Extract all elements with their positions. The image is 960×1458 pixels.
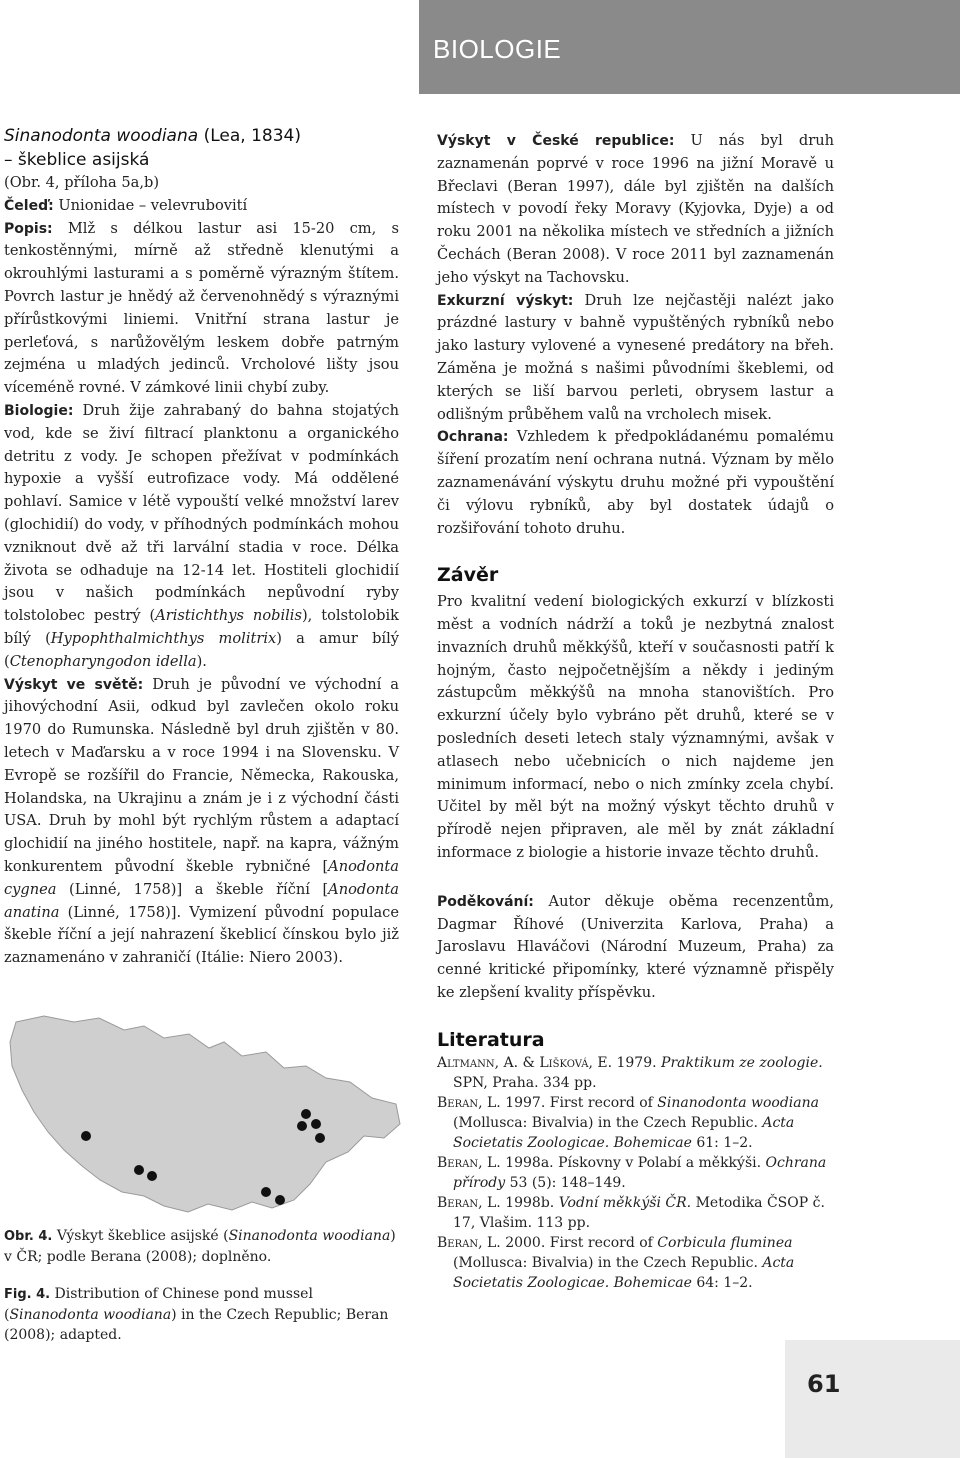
section-header: [419, 0, 960, 94]
caption-en-latin: Sinanodonta woodiana: [9, 1307, 172, 1323]
reference-list: [437, 1053, 834, 1293]
world-label: Výskyt ve světě:: [4, 676, 144, 693]
description-paragraph: [4, 218, 399, 400]
reference-item: [437, 1093, 834, 1153]
ref-authors: Altmann, A. & Lišková, E.: [437, 1055, 613, 1072]
ref-text: (Mollusca: Bivalvia) in the Czech Republic.: [453, 1115, 763, 1132]
caption-cz-text-1: Výskyt škeblice asijské (: [52, 1228, 229, 1244]
world-latin-2: Anodonta anatina: [4, 880, 399, 921]
figure-ref-text: (Obr. 4, příloha 5a,b): [4, 174, 160, 191]
czech-republic-outline: [10, 1016, 400, 1212]
caption-cz-text-2: ) v ČR; podle Berana (2008); doplněno.: [4, 1228, 396, 1265]
left-column: [4, 124, 399, 970]
cr-text: U nás byl druh zaznamenán poprvé v roce 1996 na jižní Moravě u Břeclavi (Beran 1997), dále byl zjištěn na dalších místech v povodí řeky Moravy (Kyjovka, Dyje) a od roku 2001 na několika místech ve středních a jižních Čechách (Beran 2008). V roce 2011 byl zaznamenán jeho výskyt na Tachovsku.: [437, 132, 834, 286]
ref-rest: 53 (5): 148–149.: [505, 1175, 626, 1192]
family-label: Čeleď:: [4, 197, 54, 214]
world-paragraph: [4, 674, 399, 970]
figure-ref: [4, 172, 399, 195]
acknowledgement-paragraph: [437, 891, 834, 1005]
biology-text-1: Druh žije zahrabaný do bahna stojatých vod, kde se živí filtrací planktonu a organického detritu z vody. Je schopen přežívat v podmínkách hypoxie a vyšší eutrofizace vody. Má oddělené pohlaví. Samice v létě vypouští velké množství larev (glochidií) do vody, v příhodných podmínkách mohou vzniknout dvě až tři larvální stadia v roce. Délka života se odhaduje na 12-14 let. Hostiteli glochidií jsou v našich podmínkách nepůvodní ryby tolstolobec pestrý (: [4, 401, 399, 625]
species-czech: – škeblice asijská: [4, 150, 150, 170]
ref-text: Pískovny v Polabí a měkkýši.: [558, 1155, 766, 1172]
ref-journal: Acta Societatis Zoologicae. Bohemicae: [453, 1255, 795, 1292]
ref-latin: Corbicula fluminea: [657, 1235, 793, 1252]
ref-rest: 64: 1–2.: [691, 1275, 753, 1292]
acknowledgement-text: Autor děkuje oběma recenzentům, Dagmar Říhové (Univerzita Karlova, Praha) a Jaroslavu Hlaváčovi (Národní Muzeum, Praha) za cenné kritické připomínky, které významně přispěly ke zlepšení kvality příspěvku.: [437, 892, 834, 1001]
literature-heading: Literatura: [437, 1028, 545, 1051]
reference-item: [437, 1053, 834, 1093]
caption-en-text-1: Distribution of Chinese pond mussel (: [4, 1286, 313, 1323]
species-authority: (Lea, 1834): [198, 126, 301, 146]
ref-year: 2000.: [500, 1235, 550, 1252]
ref-text: First record of: [549, 1235, 658, 1252]
page-number-box: [785, 1340, 960, 1458]
right-column: [437, 130, 834, 1293]
ref-rest: Metodika ČSOP č. 17, Vlašim. 113 pp.: [453, 1195, 825, 1232]
excursion-paragraph: [437, 290, 834, 427]
world-text-2: (Linné, 1758)] a škeble říční [: [56, 880, 329, 898]
protection-paragraph: [437, 426, 834, 540]
protection-text: Vzhledem k předpokládanému pomalému šíření prozatím není ochrana nutná. Význam by mělo zaznamenávání výskytu druhu možné při vypouštění či výlovu rybníků, aby byl dostatek údajů o rozšiřování tohoto druhu.: [437, 428, 834, 537]
world-text-3: (Linné, 1758)]. Vymizení původní populace škeble říční a její nahrazení škeblicí čínskou bylo již zaznamenáno v zahraničí (Itálie: Niero 2003).: [4, 903, 399, 967]
occurrence-point: [297, 1121, 307, 1131]
ref-authors: Beran, L.: [437, 1155, 501, 1172]
ref-rest: SPN, Praha. 334 pp.: [453, 1075, 597, 1092]
czech-map-svg: [4, 1012, 404, 1222]
occurrence-point: [134, 1165, 144, 1175]
section-title: BIOLOGIE: [433, 34, 562, 64]
caption-en: [4, 1284, 404, 1345]
ref-year: 1997.: [500, 1095, 550, 1112]
family-text: Unionidae – velevrubovití: [53, 196, 248, 214]
family-paragraph: [4, 195, 399, 218]
ref-authors: Beran, L.: [437, 1095, 501, 1112]
ref-year: 1979.: [612, 1055, 662, 1072]
ref-text: First record of: [549, 1095, 658, 1112]
ref-year: 1998a.: [500, 1155, 559, 1172]
ref-authors: Beran, L.: [437, 1235, 501, 1252]
biology-text-4: ).: [196, 652, 207, 670]
biology-label: Biologie:: [4, 402, 74, 419]
ref-latin: Sinanodonta woodiana: [657, 1095, 819, 1112]
ref-text: (Mollusca: Bivalvia) in the Czech Republic.: [453, 1255, 763, 1272]
conclusion-paragraph: Pro kvalitní vedení biologických exkurzí v blízkosti měst a vodních nádrží a toků je nezbytná znalost invazních druhů měkkýšů, kteří v současnosti patří k hojným, často nejpočetnějším a někdy i jediným zástupcům měkkýšů na mnoha stanovištích. Pro exkurzní účely bylo vybráno pět druhů, které se v posledních deseti letech staly významnými, avšak v atlasech nebo učebnicích o nich najdeme jen minimum informací, nebo o nich zmínky zcela chybí. Učitel by měl být na možný výskyt těchto druhů v přírodě nejen připraven, ale měl by znát základní informace z biologie a historie invaze těchto druhů.: [437, 593, 834, 861]
excursion-text: Druh lze nejčastěji nalézt jako prázdné lastury v bahně vypuštěných rybníků nebo jako lastury vylovené a vynesené predátory na břeh. Záměna je možná s našimi původními škeblemi, od kterých se liší barvou perleti, obrysem lastur a odlišným průběhem valů na vrcholech misek.: [437, 291, 834, 423]
biology-latin-1: Aristichthys nobilis: [155, 607, 302, 625]
occurrence-point: [311, 1119, 321, 1129]
biology-paragraph: [4, 400, 399, 674]
occurrence-point: [147, 1171, 157, 1181]
occurrence-point: [81, 1131, 91, 1141]
species-title: [4, 124, 399, 172]
occurrence-point: [275, 1195, 285, 1205]
caption-en-label: Fig. 4.: [4, 1287, 51, 1302]
caption-cz: [4, 1226, 404, 1267]
biology-text-3: ) a amur bílý (: [4, 629, 399, 670]
occurrence-point: [301, 1109, 311, 1119]
ref-title: Vodní měkkýši ČR.: [558, 1195, 692, 1212]
ref-journal: Acta Societatis Zoologicae. Bohemicae: [453, 1115, 795, 1152]
occurrence-point: [315, 1133, 325, 1143]
reference-item: [437, 1153, 834, 1193]
popis-label: Popis:: [4, 220, 53, 237]
species-latin: Sinanodonta woodiana: [4, 126, 199, 146]
caption-cz-label: Obr. 4.: [4, 1229, 53, 1244]
page-number: 61: [807, 1370, 841, 1398]
biology-latin-2: Hypophthalmichthys molitrix: [50, 629, 277, 647]
caption-cz-latin: Sinanodonta woodiana: [228, 1228, 391, 1244]
ref-journal: Ochrana přírody: [453, 1155, 827, 1192]
world-latin-1: Anodonta cygnea: [4, 857, 399, 898]
ref-year: 1998b.: [500, 1195, 559, 1212]
caption-en-text-2: ) in the Czech Republic; Beran (2008); adapted.: [4, 1307, 389, 1343]
cr-label: Výskyt v České republice:: [437, 133, 675, 149]
acknowledgement-label: Poděkování:: [437, 893, 534, 910]
ref-title: Praktikum ze zoologie.: [661, 1055, 823, 1072]
protection-label: Ochrana:: [437, 429, 509, 446]
biology-latin-3: Ctenopharyngodon idella: [9, 652, 197, 670]
excursion-label: Exkurzní výskyt:: [437, 292, 574, 309]
world-text-1: Druh je původní ve východní a jihovýchodní Asii, odkud byl zavlečen okolo roku 1970 do Rumunska. Následně byl druh zjištěn v 80. letech v Maďarsku a v roce 1994 i na Slovensku. V Evropě se rozšířil do Francie, Německa, Rakouska, Holandska, na Ukrajinu a znám je i z východní části USA. Druh by mohl být rychlým růstem a adaptací glochidií na jiného hostitele, např. na kapra, vážným konkurentem původní škeble rybničné [: [4, 675, 399, 875]
ref-authors: Beran, L.: [437, 1195, 501, 1212]
reference-item: [437, 1193, 834, 1233]
occurrence-point: [261, 1187, 271, 1197]
distribution-map: [4, 1012, 404, 1222]
cr-paragraph: [437, 130, 834, 290]
ref-rest: 61: 1–2.: [691, 1135, 753, 1152]
popis-text: Mlž s délkou lastur asi 15-20 cm, s tenkostěnnými, mírně až středně klenutými a okrouhlými lasturami a s poměrně výrazným štítem. Povrch lastur je hnědý až červenohnědý s výraznými přírůstkovými liniemi. Vnitřní strana lastur je perleťová, s narůžovělým leskem dobře patrným zejména u mladých jedinců. Vrcholové lišty jsou víceméně rovné. V zámkové linii chybí zuby.: [4, 219, 399, 397]
conclusion-heading: Závěr: [437, 564, 499, 587]
reference-item: [437, 1233, 834, 1293]
biology-text-2: ), tolstolobik bílý (: [4, 607, 399, 647]
